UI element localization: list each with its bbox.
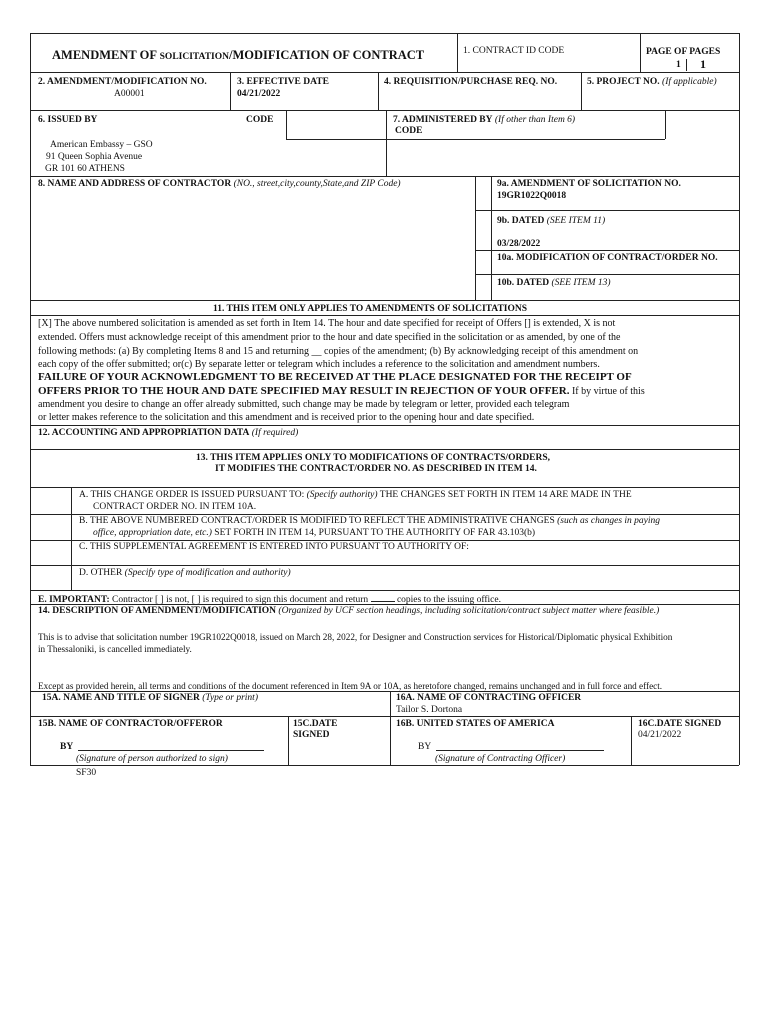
- contract-id-label: 1. CONTRACT ID CODE: [463, 46, 565, 56]
- contracting-officer-name: Tailor S. Dortona: [396, 705, 463, 715]
- item9a-label: 9a. AMENDMENT OF SOLICITATION NO.: [497, 179, 681, 189]
- administered-code-label: CODE: [395, 126, 423, 136]
- item13-b-line1: B. THE ABOVE NUMBERED CONTRACT/ORDER IS MODIFIED TO REFLECT THE ADMINISTRATIVE CHANGES (such as changes in paying: [79, 516, 661, 526]
- date-signed-16c-value: 04/21/2022: [638, 730, 682, 740]
- item13-heading-line2: IT MODIFIES THE CONTRACT/ORDER NO. AS DESCRIBED IN ITEM 14.: [215, 464, 537, 474]
- signer-15a-label: 15A. NAME AND TITLE OF SIGNER (Type or print): [42, 693, 258, 703]
- item10a-label: 10a. MODIFICATION OF CONTRACT/ORDER NO.: [497, 253, 718, 263]
- amendment-no-label: 2. AMENDMENT/MODIFICATION NO.: [38, 77, 207, 87]
- issuer-address-line3: GR 101 60 ATHENS: [45, 164, 125, 174]
- item14-label: 14. DESCRIPTION OF AMENDMENT/MODIFICATION (Organized by UCF section headings, including solicitation/contract subject matter where feasible.): [38, 606, 660, 616]
- item9b-label: 9b. DATED (SEE ITEM 11): [497, 216, 606, 226]
- page-of-pages-label: PAGE OF PAGES: [646, 47, 721, 57]
- item11-line2: extended. Offers must acknowledge receipt of this amendment prior to the hour and date specified in the solicitation or as amended, by one of the: [38, 332, 621, 343]
- issuer-address-line2: 91 Queen Sophia Avenue: [46, 152, 143, 162]
- contracting-officer-16a-label: 16A. NAME OF CONTRACTING OFFICER: [396, 693, 582, 703]
- item10b-label: 10b. DATED (SEE ITEM 13): [497, 278, 611, 288]
- effective-date-label: 3. EFFECTIVE DATE: [237, 77, 329, 87]
- item13-heading-line1: 13. THIS ITEM APPLIES ONLY TO MODIFICATIONS OF CONTRACTS/ORDERS,: [196, 453, 551, 463]
- form-border-top: [30, 33, 739, 34]
- item13-b-line2: office, appropriation date, etc.) SET FORTH IN ITEM 14, PURSUANT TO THE AUTHORITY OF FAR 43.103(b): [93, 528, 536, 538]
- effective-date-value: 04/21/2022: [237, 89, 281, 99]
- amendment-no-value: A00001: [114, 89, 145, 99]
- by-label-officer: BY: [418, 742, 432, 752]
- item14-closing: Except as provided herein, all terms and conditions of the document referenced in Item 9A or 10A, as heretofore changed, remains unchanged and in full force and effect.: [38, 681, 663, 691]
- item14-description-line2: in Thessaloniki, is cancelled immediately.: [38, 644, 192, 654]
- requisition-label: 4. REQUISITION/PURCHASE REQ. NO.: [384, 77, 558, 87]
- item13-a-line1: A. THIS CHANGE ORDER IS ISSUED PURSUANT TO: (Specify authority) THE CHANGES SET FORTH IN ITEM 14 ARE MADE IN THE: [79, 490, 632, 500]
- issuer-address-line1: American Embassy – GSO: [50, 140, 153, 150]
- usa-16b-label: 16B. UNITED STATES OF AMERICA: [396, 719, 555, 729]
- form-title: AMENDMENT OF SOLICITATION/MODIFICATION OF CONTRACT: [52, 48, 425, 62]
- item9a-value: 19GR1022Q0018: [497, 191, 567, 201]
- item11-line3: following methods: (a) By completing Items 8 and 15 and returning __ copies of the amendment; (b) By acknowledging receipt of this amendment on: [38, 346, 639, 357]
- item13-d-line: D. OTHER (Specify type of modification and authority): [79, 568, 291, 578]
- page-number: 1: [676, 60, 681, 70]
- contractor-15b-label: 15B. NAME OF CONTRACTOR/OFFEROR: [38, 719, 223, 729]
- date-signed-15c-label1: 15C.DATE: [293, 719, 338, 729]
- item11-line1: [X] The above numbered solicitation is amended as set forth in Item 14. The hour and date specified for receipt of Offers [] is extended, X is not: [38, 318, 616, 329]
- pages-total: 1: [700, 57, 706, 71]
- date-signed-15c-label2: SIGNED: [293, 730, 330, 740]
- item13-a-line2: CONTRACT ORDER NO. IN ITEM 10A.: [93, 502, 257, 512]
- form-border-bottom: [30, 765, 739, 766]
- form-border-right: [739, 33, 740, 765]
- item-e-important: E. IMPORTANT: Contractor [ ] is not, [ ] is required to sign this document and return copies to the issuing office.: [38, 595, 501, 605]
- issued-by-label: 6. ISSUED BY: [38, 115, 98, 125]
- form-id: SF30: [76, 768, 97, 778]
- item11-line8: or letter makes reference to the solicitation and this amendment and is received prior to the opening hour and date specified.: [38, 412, 535, 423]
- officer-signature-line[interactable]: [436, 750, 604, 751]
- item11-line4: each copy of the offer submitted; or(c) By separate letter or telegram which includes a reference to the solicitation and amendment numbers.: [38, 359, 600, 370]
- contractor-signature-note: (Signature of person authorized to sign): [76, 754, 228, 764]
- item12-label: 12. ACCOUNTING AND APPROPRIATION DATA (If required): [38, 428, 299, 438]
- item11-warning-line1: FAILURE OF YOUR ACKNOWLEDGMENT TO BE RECEIVED AT THE PLACE DESIGNATED FOR THE RECEIPT OF: [38, 371, 632, 383]
- item11-warning-line2: OFFERS PRIOR TO THE HOUR AND DATE SPECIFIED MAY RESULT IN REJECTION OF YOUR OFFER. If by virtue of this: [38, 385, 645, 397]
- item14-description-line1: This is to advise that solicitation number 19GR1022Q0018, issued on March 28, 2022, for Designer and Construction services for Historical/Diplomatic physical Exhibition: [38, 632, 673, 642]
- item9b-value: 03/28/2022: [497, 239, 541, 249]
- by-label-contractor: BY: [60, 742, 74, 752]
- administered-by-label: 7. ADMINISTERED BY (If other than Item 6): [393, 115, 576, 125]
- item11-heading: 11. THIS ITEM ONLY APPLIES TO AMENDMENTS OF SOLICITATIONS: [213, 304, 528, 314]
- officer-signature-note: (Signature of Contracting Officer): [435, 754, 566, 764]
- project-no-label: 5. PROJECT NO. (If applicable): [587, 77, 717, 87]
- contractor-label: 8. NAME AND ADDRESS OF CONTRACTOR (NO., street,city,county,State,and ZIP Code): [38, 179, 401, 189]
- date-signed-16c-label: 16C.DATE SIGNED: [638, 719, 722, 729]
- contractor-signature-line[interactable]: [78, 750, 264, 751]
- form-border-left: [30, 33, 31, 765]
- item11-line7: amendment you desire to change an offer already submitted, such change may be made by telegram or letter, provided each telegram: [38, 399, 570, 410]
- item13-c-line: C. THIS SUPPLEMENTAL AGREEMENT IS ENTERED INTO PURSUANT TO AUTHORITY OF:: [79, 542, 469, 552]
- issued-by-code-label: CODE: [246, 115, 274, 125]
